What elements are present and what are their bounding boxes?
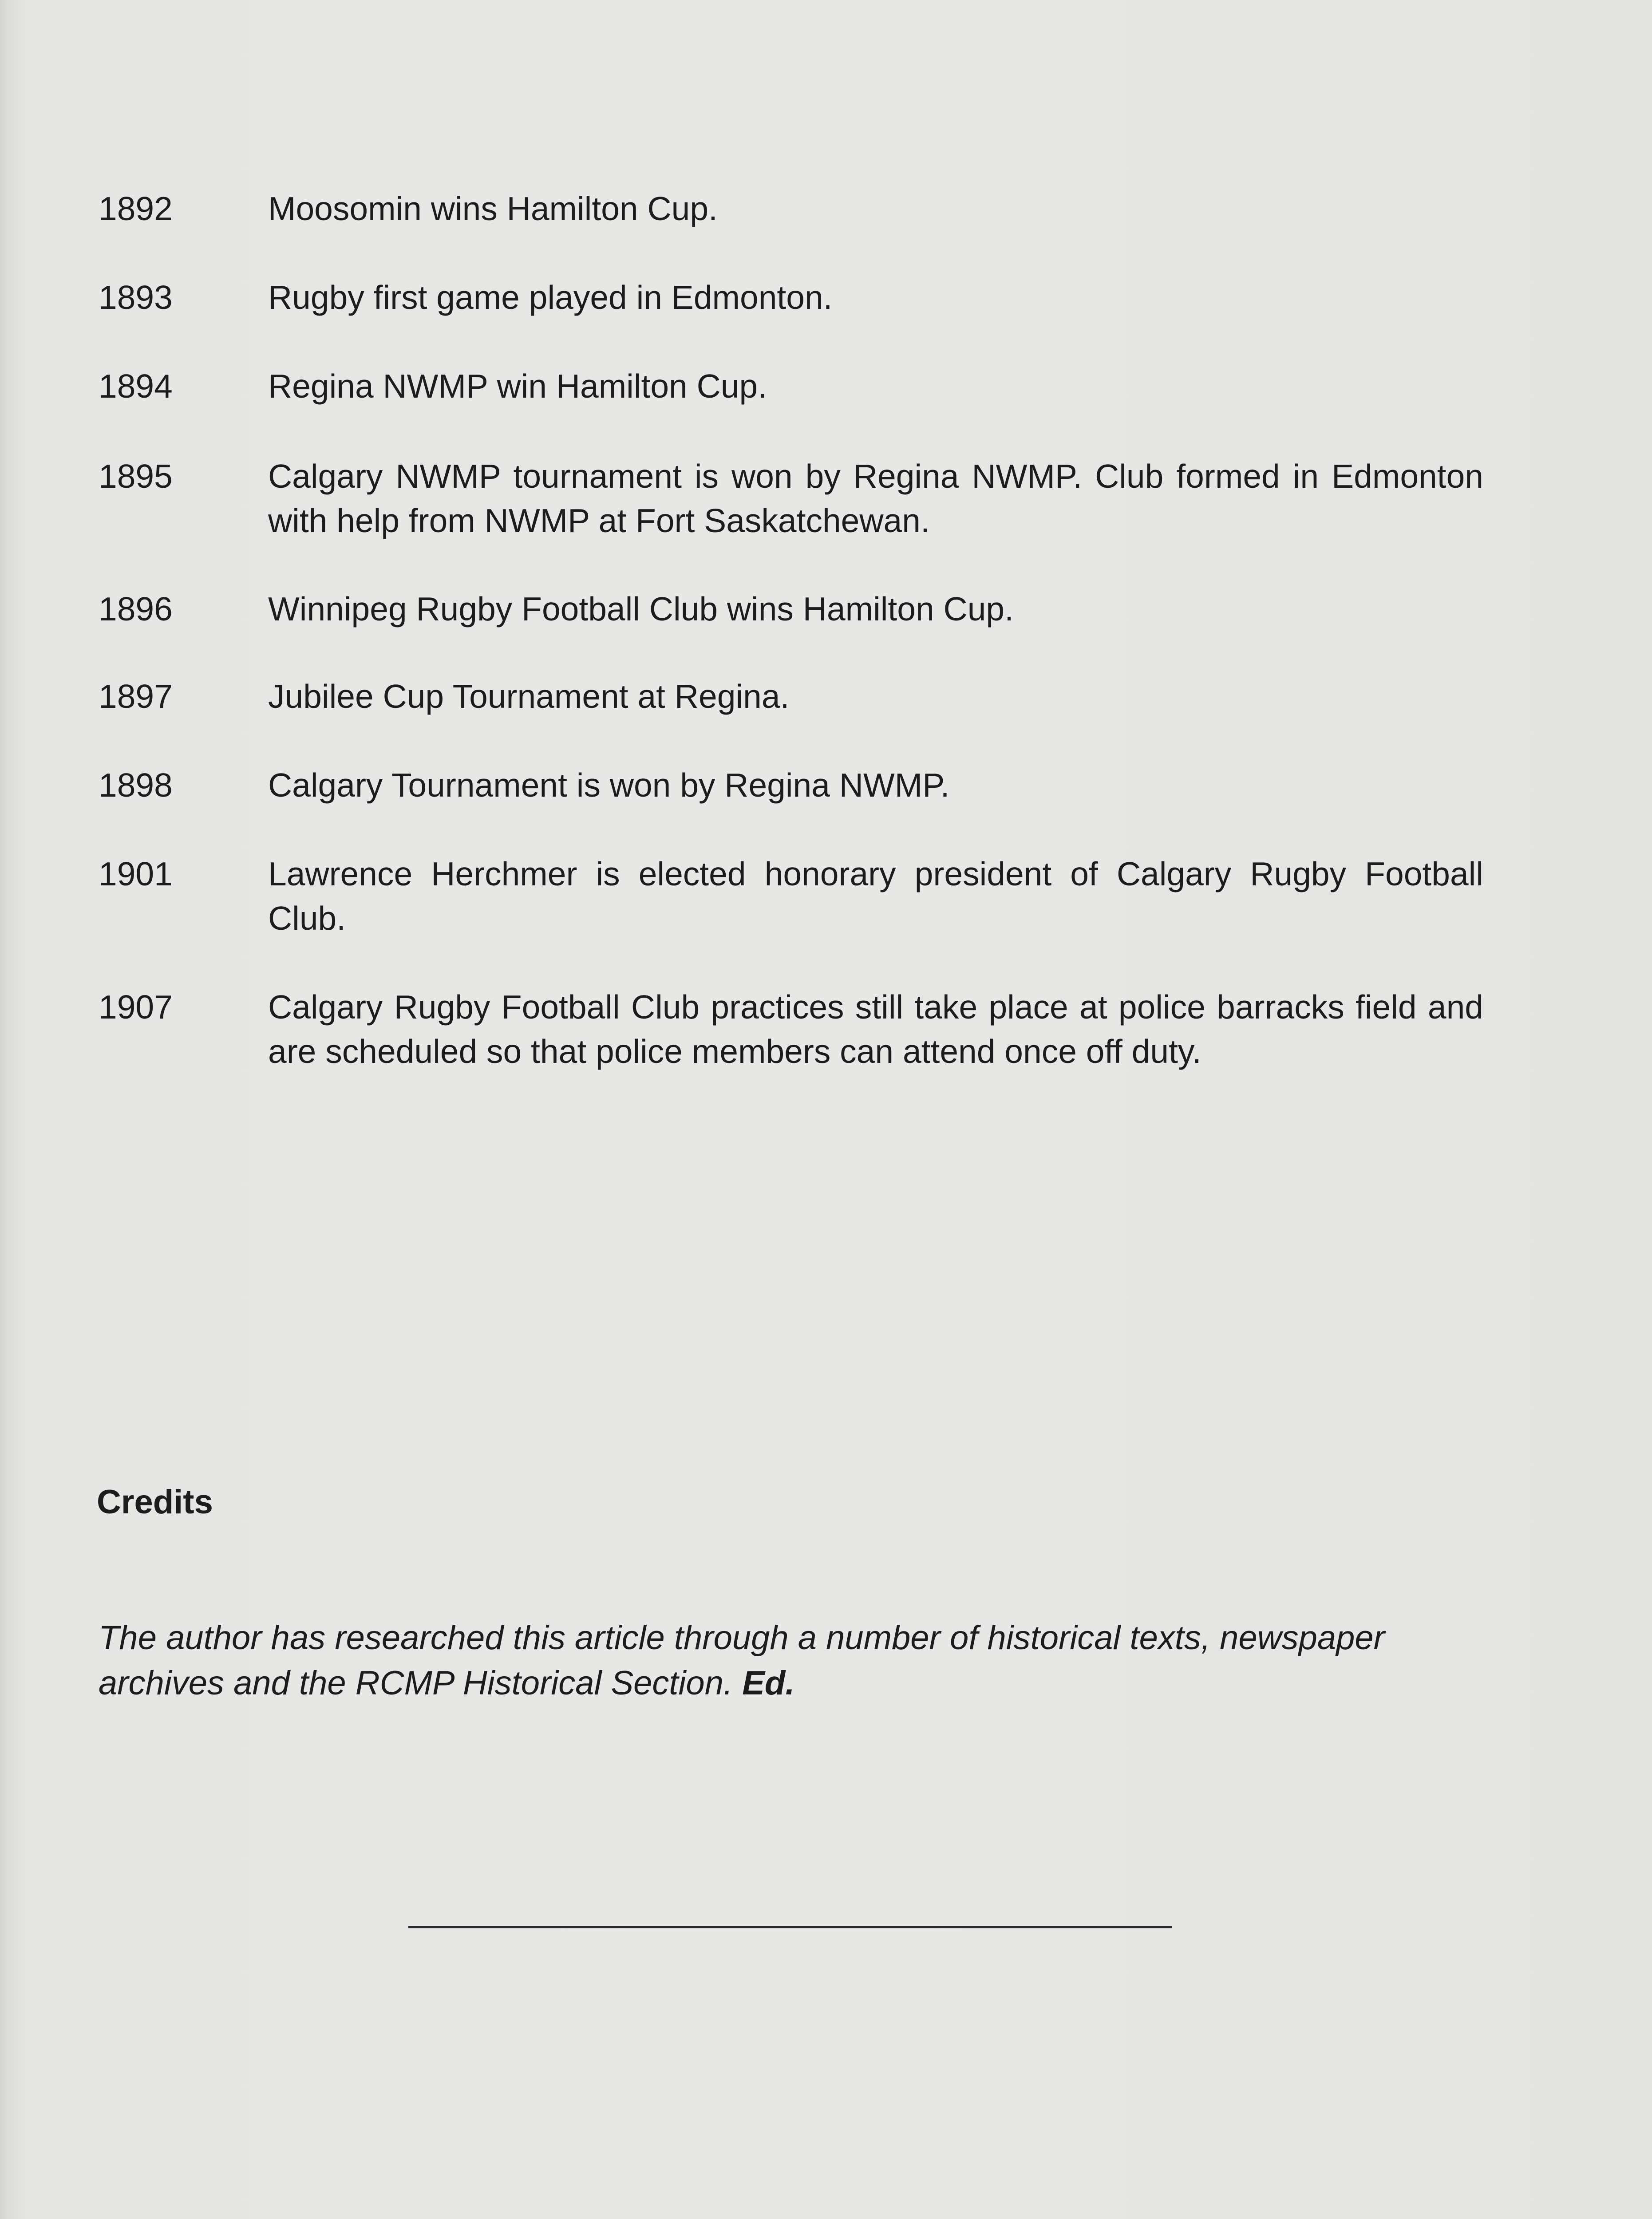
timeline-entry <box>99 852 1483 940</box>
timeline-entry <box>99 763 1483 807</box>
credits-body: The author has researched this article through a number of historical texts, newspaper archives and the RCMP Historical Section. <box>99 1619 1385 1702</box>
timeline-entry <box>99 275 1483 320</box>
timeline-event: Moosomin wins Hamilton Cup. <box>268 190 718 227</box>
credits-text <box>99 1615 1430 1706</box>
timeline-year: 1896 <box>99 590 173 628</box>
timeline-event: Winnipeg Rugby Football Club wins Hamilton Cup. <box>268 590 1014 628</box>
timeline-event: Lawrence Herchmer is elected honorary president of Calgary Rugby Football Club. <box>268 855 1483 937</box>
timeline-year: 1894 <box>99 367 173 405</box>
credits-heading: Credits <box>97 1483 213 1521</box>
timeline-year: 1907 <box>99 988 173 1026</box>
timeline-entry <box>99 587 1483 631</box>
timeline-entry <box>99 985 1483 1074</box>
timeline-year: 1892 <box>99 190 173 227</box>
timeline-event: Calgary Rugby Football Club practices still take place at police barracks field and are scheduled so that police members can attend once off duty. <box>268 988 1483 1070</box>
timeline-entry <box>99 364 1483 408</box>
timeline-entry <box>99 674 1483 719</box>
timeline-event: Rugby first game played in Edmonton. <box>268 279 833 316</box>
credits-signoff: Ed. <box>742 1664 795 1702</box>
timeline-event: Regina NWMP win Hamilton Cup. <box>268 367 767 405</box>
timeline-entry <box>99 454 1483 543</box>
divider-rule <box>408 1926 1172 1928</box>
timeline-event: Calgary NWMP tournament is won by Regina NWMP. Club formed in Edmonton with help from NWMP at Fort Saskatchewan. <box>268 458 1483 539</box>
timeline-year: 1898 <box>99 766 173 804</box>
timeline-year: 1893 <box>99 279 173 316</box>
timeline-entry <box>99 186 1483 231</box>
timeline-event: Calgary Tournament is won by Regina NWMP. <box>268 766 950 804</box>
timeline-year: 1901 <box>99 855 173 892</box>
timeline-year: 1897 <box>99 678 173 715</box>
timeline-year: 1895 <box>99 458 173 495</box>
timeline-event: Jubilee Cup Tournament at Regina. <box>268 678 790 715</box>
timeline-list <box>99 186 1483 1074</box>
